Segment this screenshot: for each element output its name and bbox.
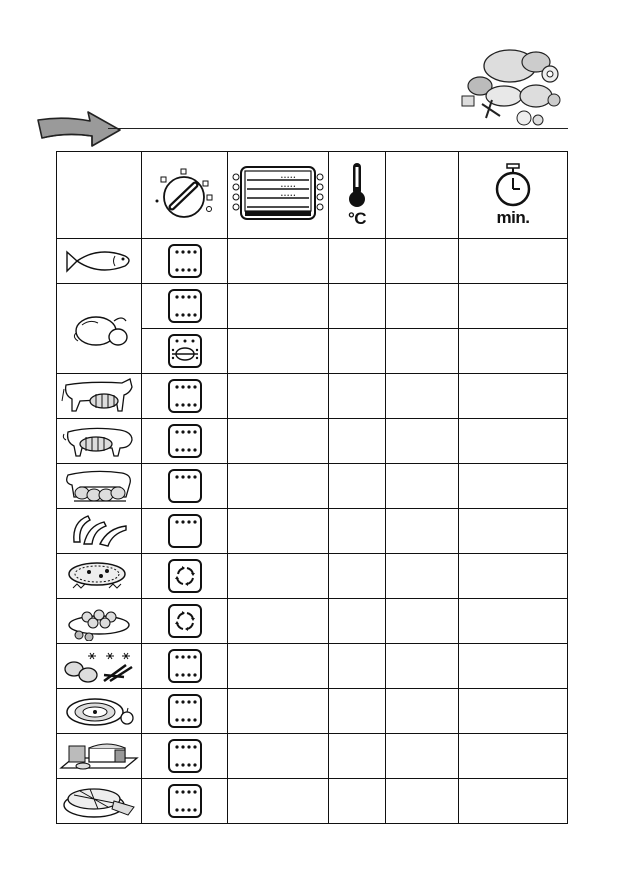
table-row: [57, 374, 568, 419]
food-cell: [57, 779, 142, 824]
fish-icon: [61, 244, 137, 278]
chicken-icon: [68, 307, 130, 351]
table-row: [57, 644, 568, 689]
svg-text:• • • • •: • • • • •: [281, 183, 296, 190]
mode-cell: [142, 644, 228, 689]
header-function: [142, 152, 228, 239]
top-bottom-heat-icon: [167, 693, 203, 729]
mode-cell: [142, 599, 228, 644]
mode-cell: [142, 374, 228, 419]
table-row: [57, 239, 568, 284]
food-cell: [57, 599, 142, 644]
table-row: [57, 599, 568, 644]
fan-circulation-icon: [167, 603, 203, 639]
pizza-icon: [61, 558, 137, 594]
pork-roast-icon: [60, 422, 138, 460]
table-row: [57, 419, 568, 464]
svg-text:• • • • •: • • • • •: [281, 174, 296, 181]
food-cell: [57, 374, 142, 419]
food-cell: [57, 239, 142, 284]
beef-roast-icon: [60, 377, 138, 415]
table-row: [57, 509, 568, 554]
thermometer-icon: [347, 161, 367, 209]
oven-shelf-levels-icon: [231, 163, 325, 223]
header-food: [57, 152, 142, 239]
oven-function-dial-icon: [147, 163, 223, 223]
top-bottom-heat-icon: [167, 738, 203, 774]
top-bottom-heat-icon: [167, 783, 203, 819]
food-cell: [57, 554, 142, 599]
mode-cell: [142, 779, 228, 824]
sausages-icon: [64, 512, 134, 550]
mode-cell: [142, 239, 228, 284]
mode-cell: [142, 734, 228, 779]
fan-circulation-icon: [167, 558, 203, 594]
mode-cell: [142, 284, 228, 329]
header-temperature: [329, 152, 386, 239]
mode-cell: [142, 509, 228, 554]
lamb-cutlets-icon: [60, 467, 138, 505]
top-bottom-heat-icon: [167, 648, 203, 684]
table-row: [57, 779, 568, 824]
sliced-cake-icon: [60, 781, 138, 821]
stopwatch-icon: [493, 162, 533, 208]
top-heat-icon: [167, 513, 203, 549]
header-time: [459, 152, 568, 239]
food-cell: [57, 509, 142, 554]
food-cell: [57, 734, 142, 779]
top-heat-icon: [167, 468, 203, 504]
temperature-unit: °C: [347, 209, 367, 228]
table-row: [57, 284, 568, 329]
header-rule: [108, 128, 568, 129]
food-cell: [57, 284, 142, 374]
food-collage-icon: [452, 38, 572, 130]
fruit-tart-icon: [61, 692, 137, 730]
table-row: [57, 554, 568, 599]
header-blank: [386, 152, 459, 239]
top-bottom-heat-icon: [167, 288, 203, 324]
food-cell: [57, 689, 142, 734]
stuffed-vegetables-icon: [63, 601, 135, 641]
mode-cell: [142, 554, 228, 599]
header-shelf: [228, 152, 329, 239]
mode-cell: [142, 419, 228, 464]
mode-cell: [142, 689, 228, 734]
table-header-row: [57, 152, 568, 239]
time-unit: min.: [496, 208, 530, 227]
arrow-right-icon: [34, 108, 124, 150]
food-cell: [57, 419, 142, 464]
svg-text:• • • • •: • • • • •: [281, 192, 296, 199]
mode-cell: [142, 464, 228, 509]
food-cell: [57, 644, 142, 689]
top-bottom-heat-icon: [167, 243, 203, 279]
mode-cell: [142, 329, 228, 374]
cake-loaf-icon: [59, 736, 139, 776]
table-row: [57, 734, 568, 779]
table-row: [57, 689, 568, 734]
top-bottom-heat-icon: [167, 378, 203, 414]
top-bottom-heat-icon: [167, 423, 203, 459]
potatoes-fries-icon: [60, 647, 138, 685]
table-row: [57, 464, 568, 509]
cooking-table: [56, 151, 568, 824]
food-cell: [57, 464, 142, 509]
rotisserie-icon: [167, 333, 203, 369]
